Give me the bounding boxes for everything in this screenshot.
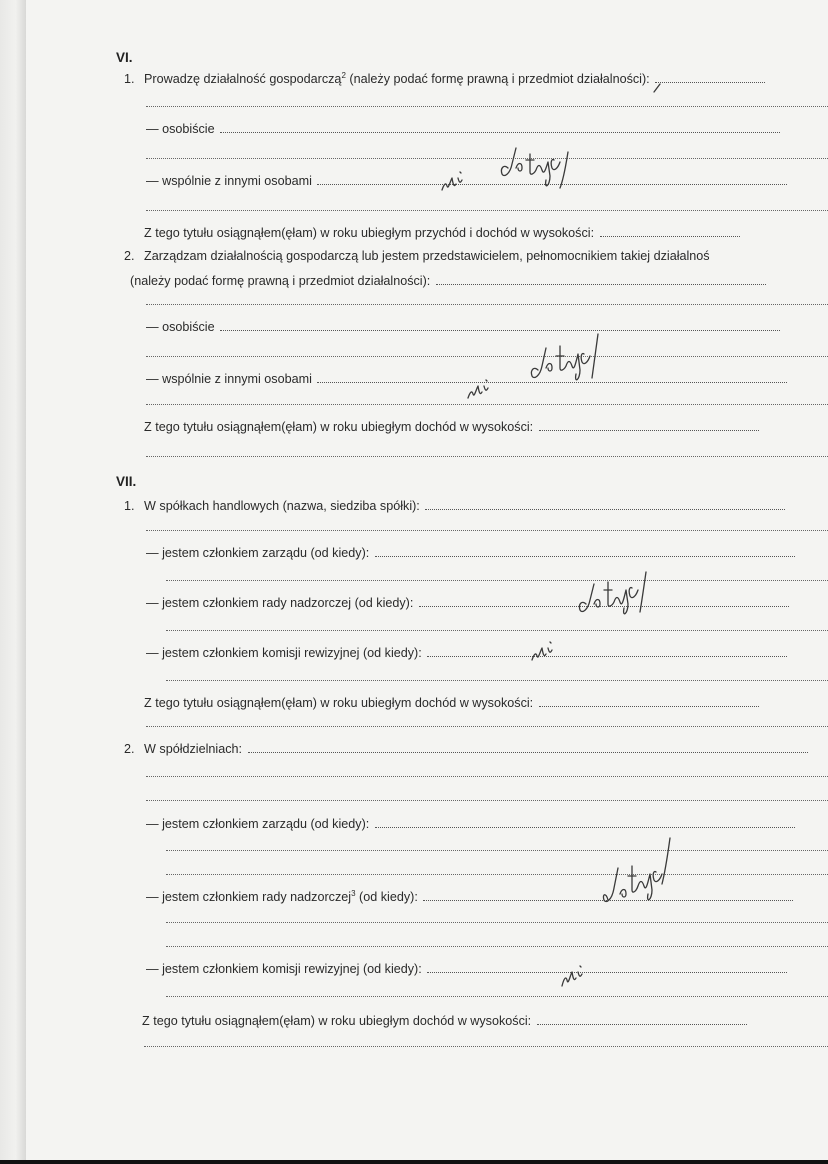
section-vii-item1-income-fill-line[interactable] — [146, 726, 828, 727]
section-vi-item1-income-field[interactable] — [600, 236, 740, 237]
section-vii-item1-supervisory-line: — jestem członkiem rady nadzorczej (od kiedy): — [146, 596, 789, 611]
section-vi-item2-income-field[interactable] — [539, 430, 759, 431]
section-vii-item2-field[interactable] — [248, 752, 808, 753]
section-vii-item2-income-field[interactable] — [537, 1024, 747, 1025]
section-vii-item1-fill-line[interactable] — [146, 530, 828, 531]
section-vii-item2-audit-line: — jestem członkiem komisji rewizyjnej (od kiedy): — [146, 962, 787, 977]
section-vii-item2-board-line: — jestem członkiem zarządu (od kiedy): — [146, 817, 795, 832]
section-vii-item1-board-field[interactable] — [375, 556, 795, 557]
section-vi-item1-jointly-fill-line[interactable] — [146, 210, 828, 211]
section-vii-item2-fill-line-1[interactable] — [146, 776, 828, 777]
section-vii-item1-audit-field[interactable] — [427, 656, 787, 657]
section-vi-item1-text: Prowadzę działalność gospodarczą$^2$ (należy podać formę prawną i przedmiot działalności): — [144, 70, 650, 86]
section-vi-item2-personally-fill-line[interactable] — [146, 356, 828, 357]
section-vi-item1-fill-line[interactable] — [146, 106, 828, 107]
scan-bottom-edge — [0, 1160, 828, 1164]
section-vii-item1-supervisory-fill-line[interactable] — [166, 630, 828, 631]
section-vi-item1-income-line: Z tego tytułu osiągnąłem(ęłam) w roku ubiegłym przychód i dochód w wysokości: — [144, 226, 740, 241]
section-vi-item2-fill-line[interactable] — [146, 304, 828, 305]
section-vi-item2-income-line: Z tego tytułu osiągnąłem(ęłam) w roku ubiegłym dochód w wysokości: — [144, 420, 759, 435]
handwritten-note-text — [506, 160, 512, 161]
section-vi-item1-personally-line: — osobiście — [146, 122, 780, 137]
section-vi-item2-personally-line: — osobiście — [146, 320, 780, 335]
section-vii-item1-income-field[interactable] — [539, 706, 759, 707]
section-vi-item1-jointly-field[interactable] — [317, 184, 787, 185]
section-vi-item2-line1: 2. Zarządzam działalnością gospodarczą lub jestem przedstawicielem, pełnomocnikiem takiej działalnoś — [124, 249, 710, 263]
section-vii-item2-supervisory-line: — jestem członkiem rady nadzorczej$^3$ (od kiedy): — [146, 890, 793, 905]
section-vi-item2-line2: (należy podać formę prawną i przedmiot działalności): — [130, 274, 766, 289]
section-vii-heading: VII. — [116, 474, 137, 489]
section-vii-item2-supervisory-fill-line-1[interactable] — [166, 922, 828, 923]
section-vii-item2-board-fill-line-2[interactable] — [166, 874, 828, 875]
footnote-3-marker: 3 — [351, 888, 356, 898]
scan-left-margin — [0, 0, 26, 1164]
section-vii-item1-income-line: Z tego tytułu osiągnąłem(ęłam) w roku ubiegłym dochód w wysokości: — [144, 696, 759, 711]
section-vii-item1-field[interactable] — [425, 509, 785, 510]
section-vi-item1-jointly-line: — wspólnie z innymi osobami — [146, 174, 787, 189]
section-vii-item1-board-fill-line[interactable] — [166, 580, 828, 581]
section-vii-item1-audit-fill-line[interactable] — [166, 680, 828, 681]
section-vi-item2-personally-field[interactable] — [220, 330, 780, 331]
section-vi-item1-number: 1. — [124, 72, 135, 86]
section-vii-item1-supervisory-field[interactable] — [419, 606, 789, 607]
section-vii-item1-board-line: — jestem członkiem zarządu (od kiedy): — [146, 546, 795, 561]
section-vi-item2-jointly-fill-line[interactable] — [146, 404, 828, 405]
section-vi-item2-jointly-line: — wspólnie z innymi osobami — [146, 372, 787, 387]
section-vi-item2-field[interactable] — [436, 284, 766, 285]
section-vii-item1-line: 1. W spółkach handlowych (nazwa, siedziba spółki): — [124, 499, 785, 514]
form-page — [26, 0, 828, 1160]
footnote-2-marker: 2 — [341, 70, 346, 80]
section-vi-heading: VI. — [116, 50, 133, 65]
section-vii-item2-audit-fill-line[interactable] — [166, 996, 828, 997]
section-vii-item2-board-fill-line-1[interactable] — [166, 850, 828, 851]
section-vii-item2-audit-field[interactable] — [427, 972, 787, 973]
section-vii-item2-line: 2. W spółdzielniach: — [124, 742, 808, 757]
section-vi-item1-personally-field[interactable] — [220, 132, 780, 133]
section-vii-item2-fill-line-2[interactable] — [146, 800, 828, 801]
section-vii-item1-audit-line: — jestem członkiem komisji rewizyjnej (od kiedy): — [146, 646, 787, 661]
section-vii-item2-income-fill-line[interactable] — [144, 1046, 828, 1047]
handwritten-nie-dotyczy-2 — [468, 334, 598, 398]
section-vii-item2-supervisory-field[interactable] — [423, 900, 793, 901]
section-vi-item1-line — [124, 72, 765, 87]
section-vii-item2-supervisory-fill-line-2[interactable] — [166, 946, 828, 947]
section-vi-item2-income-fill-line[interactable] — [146, 456, 828, 457]
section-vii-item2-income-line: Z tego tytułu osiągnąłem(ęłam) w roku ubiegłym dochód w wysokości: — [142, 1014, 747, 1029]
section-vii-item2-board-field[interactable] — [375, 827, 795, 828]
section-vi-item1-personally-fill-line[interactable] — [146, 158, 828, 159]
section-vi-item1-field[interactable] — [655, 82, 765, 83]
section-vi-item2-jointly-field[interactable] — [317, 382, 787, 383]
